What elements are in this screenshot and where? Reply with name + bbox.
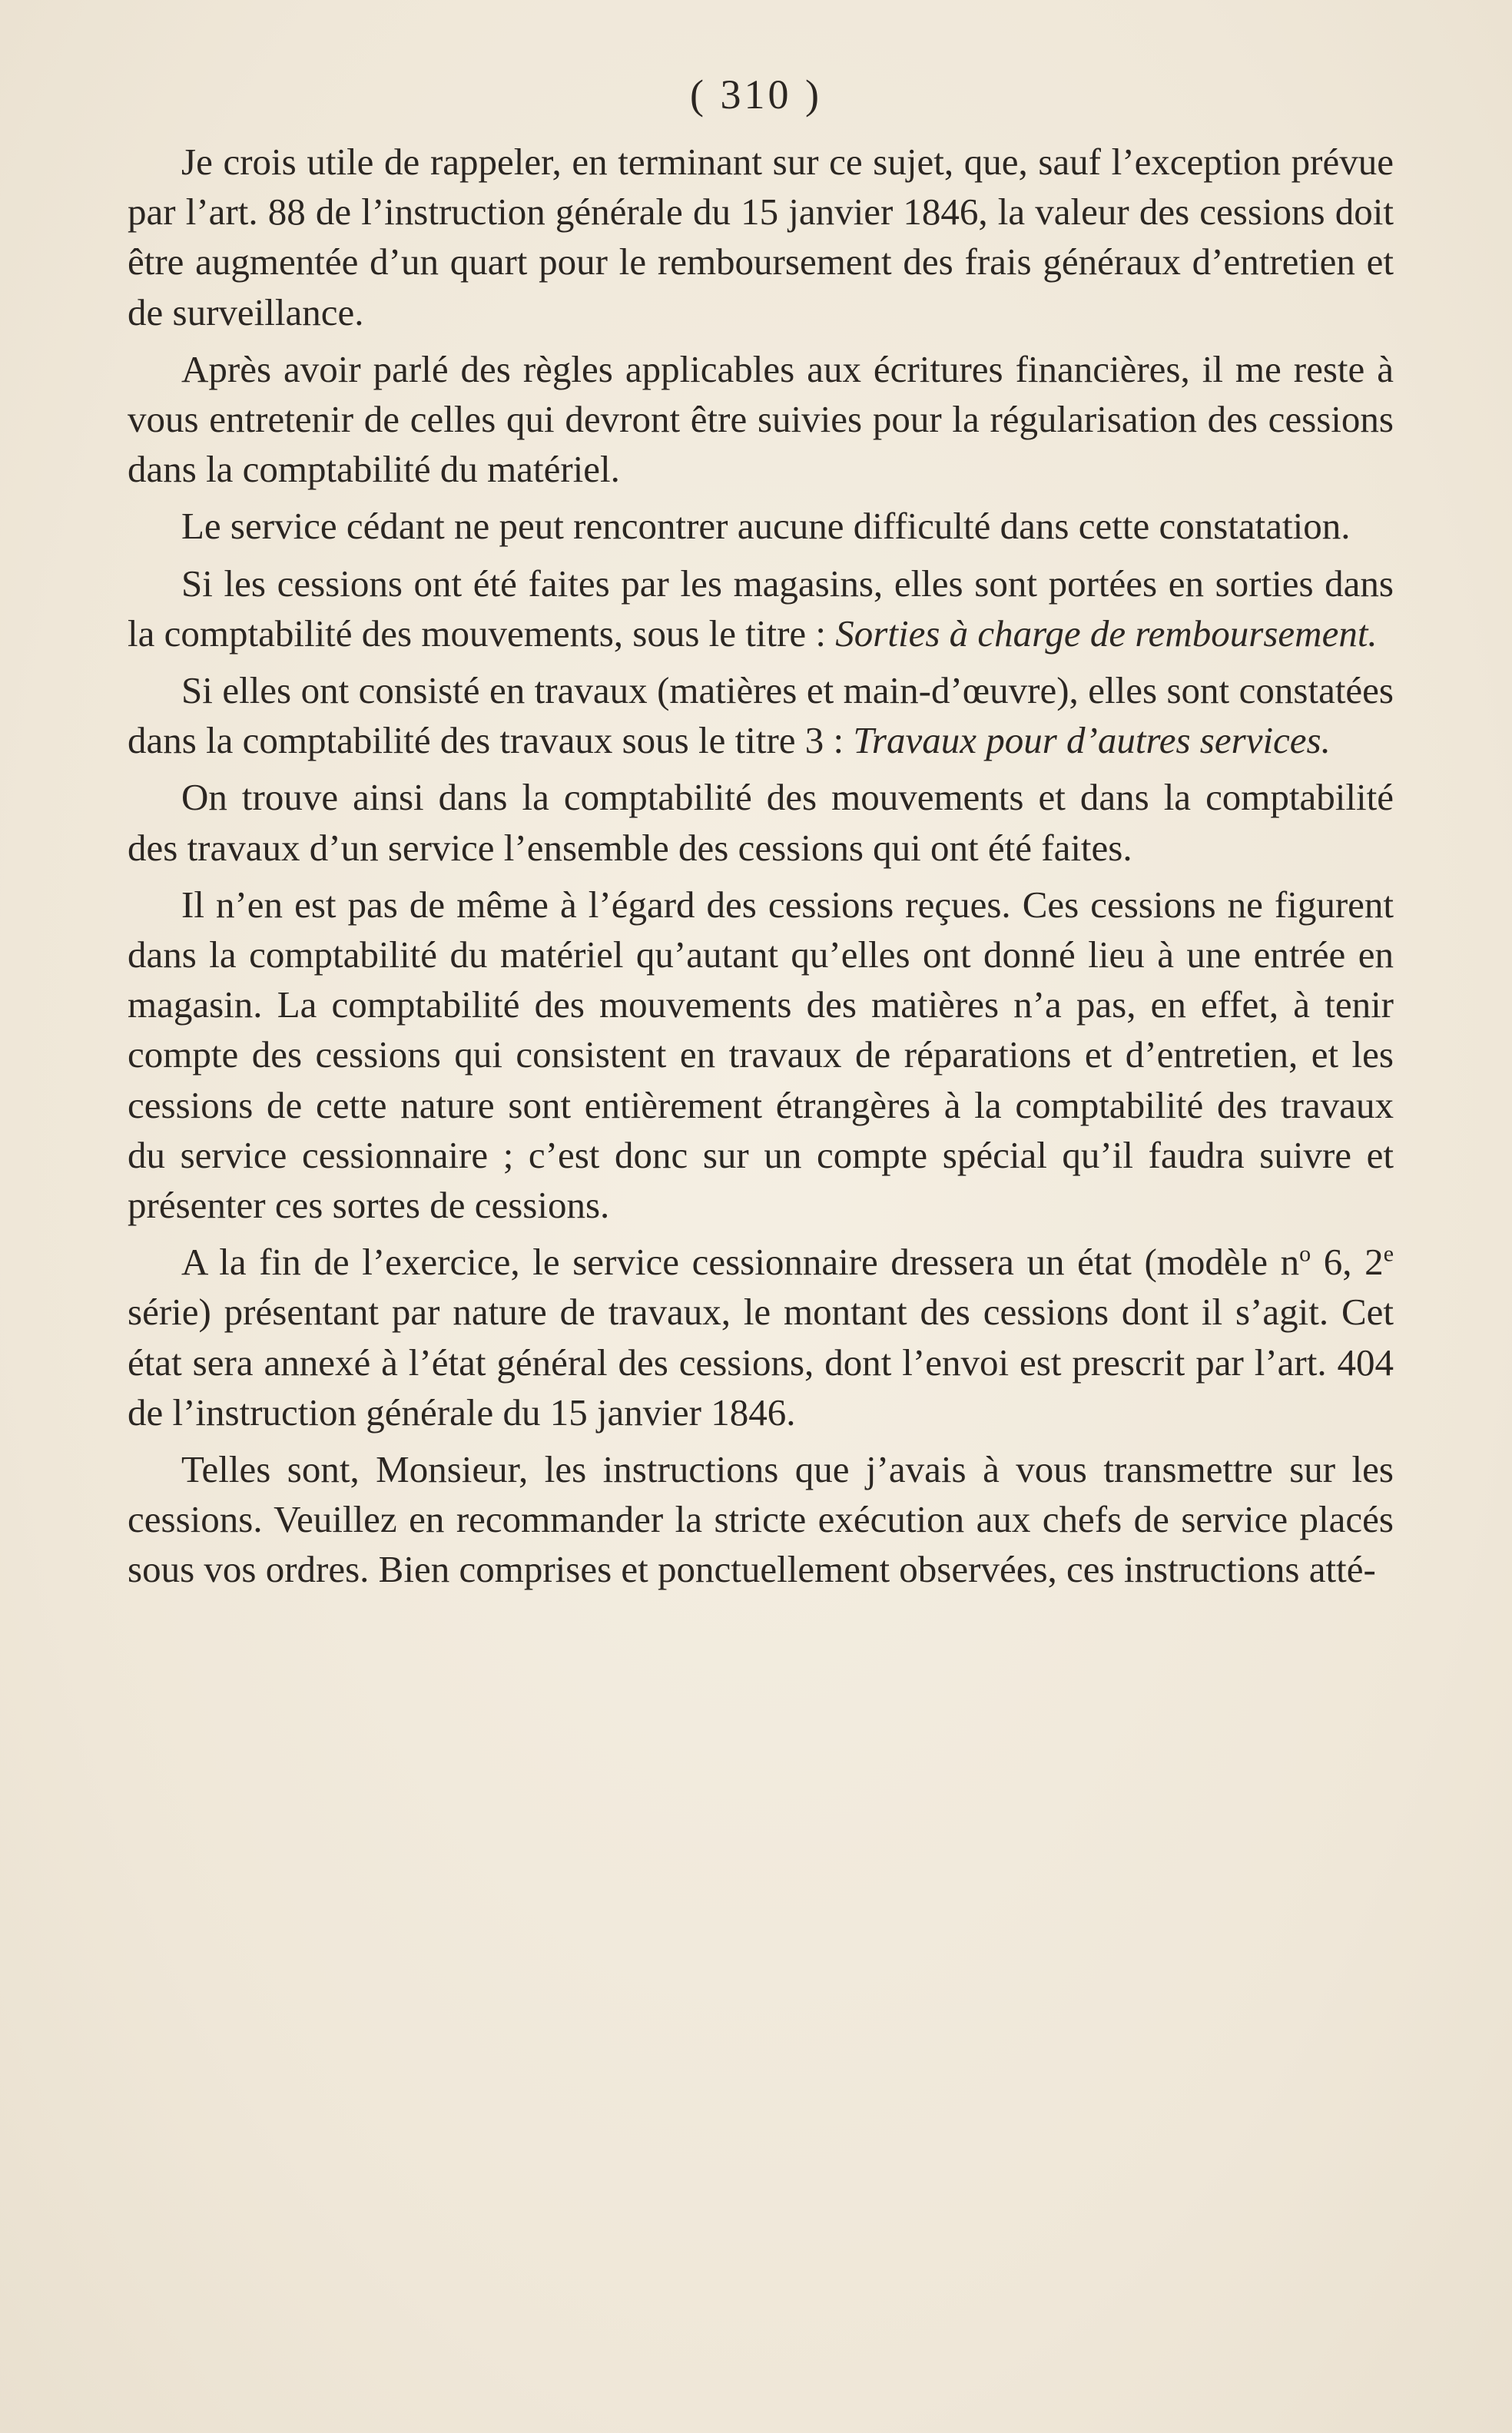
paragraph-9: Telles sont, Monsieur, les instructions que j’avais à vous transmettre sur les cessions. Veuillez en recommander la stricte exécution aux chefs de service placés sous vos ordres. Bien comprises et ponctuellement observées, ces instructions atté- [128,1448,1394,1591]
paragraph-8 [128,1237,1394,1437]
paragraph-8-text-b: 6, 2 [1311,1241,1384,1284]
paragraph-7: Il n’en est pas de même à l’égard des cessions reçues. Ces cessions ne figurent dans la comptabilité du matériel qu’autant qu’elles ont donné lieu à une entrée en magasin. La comptabilité des mouvements des matières n’a pas, en effet, à tenir compte des cessions qui consistent en travaux de réparations et d’entretien, et les cessions de cette nature sont entièrement étrangères à la comptabilité des travaux du service cessionnaire ; c’est donc sur un compte spécial qu’il faudra suivre et présenter ces sortes de cessions. [128,883,1394,1227]
paragraph-3: Le service cédant ne peut rencontrer aucune difficulté dans cette constatation. [181,505,1351,548]
paragraph-8-text-a: A la fin de l’exercice, le service cessionnaire dressera un état (modèle n [181,1241,1300,1284]
paragraph-4-text: Si les cessions ont été faites par les magasins, elles sont portées en sorties dans la comptabilité des mouvements, sous le titre : [128,562,1394,655]
paragraph-1: Je crois utile de rappeler, en terminant sur ce sujet, que, sauf l’exception prévue par l’art. 88 de l’instruction générale du 15 janvier 1846, la valeur des cessions doit être augmentée d’un quart pour le remboursement des frais généraux d’entretien et de surveillance. [128,141,1394,333]
page-number: ( 310 ) [690,71,822,118]
paragraph-8-text-c: série) présentant par nature de travaux, le montant des cessions dont il s’agit. Cet état sera annexé à l’état général des cessions, dont l’envoi est prescrit par l’art. 404 de l’instruction générale du 15 janvier 1846. [128,1291,1394,1434]
paragraph-6: On trouve ainsi dans la comptabilité des mouvements et dans la comptabilité des travaux d’un service l’ensemble des cessions qui ont été faites. [128,776,1394,869]
paragraph-4 [128,559,1394,658]
body-text [128,137,1394,1602]
paragraph-2: Après avoir parlé des règles applicables aux écritures financières, il me reste à vous entretenir de celles qui devront être suivies pour la régularisation des cessions dans la comptabilité du matériel. [128,347,1394,491]
paragraph-8-superscript-e: e [1383,1241,1394,1267]
paragraph-4-italic-title: Sorties à charge de remboursement. [835,612,1378,655]
paragraph-5 [128,665,1394,765]
paragraph-5-italic-title: Travaux pour d’autres services. [853,719,1331,762]
paragraph-5-text: Si elles ont consisté en travaux (matières et main-d’œuvre), elles sont constatées dans la comptabilité des travaux sous le titre 3 : [128,669,1394,762]
paragraph-8-superscript-o: o [1299,1241,1311,1267]
